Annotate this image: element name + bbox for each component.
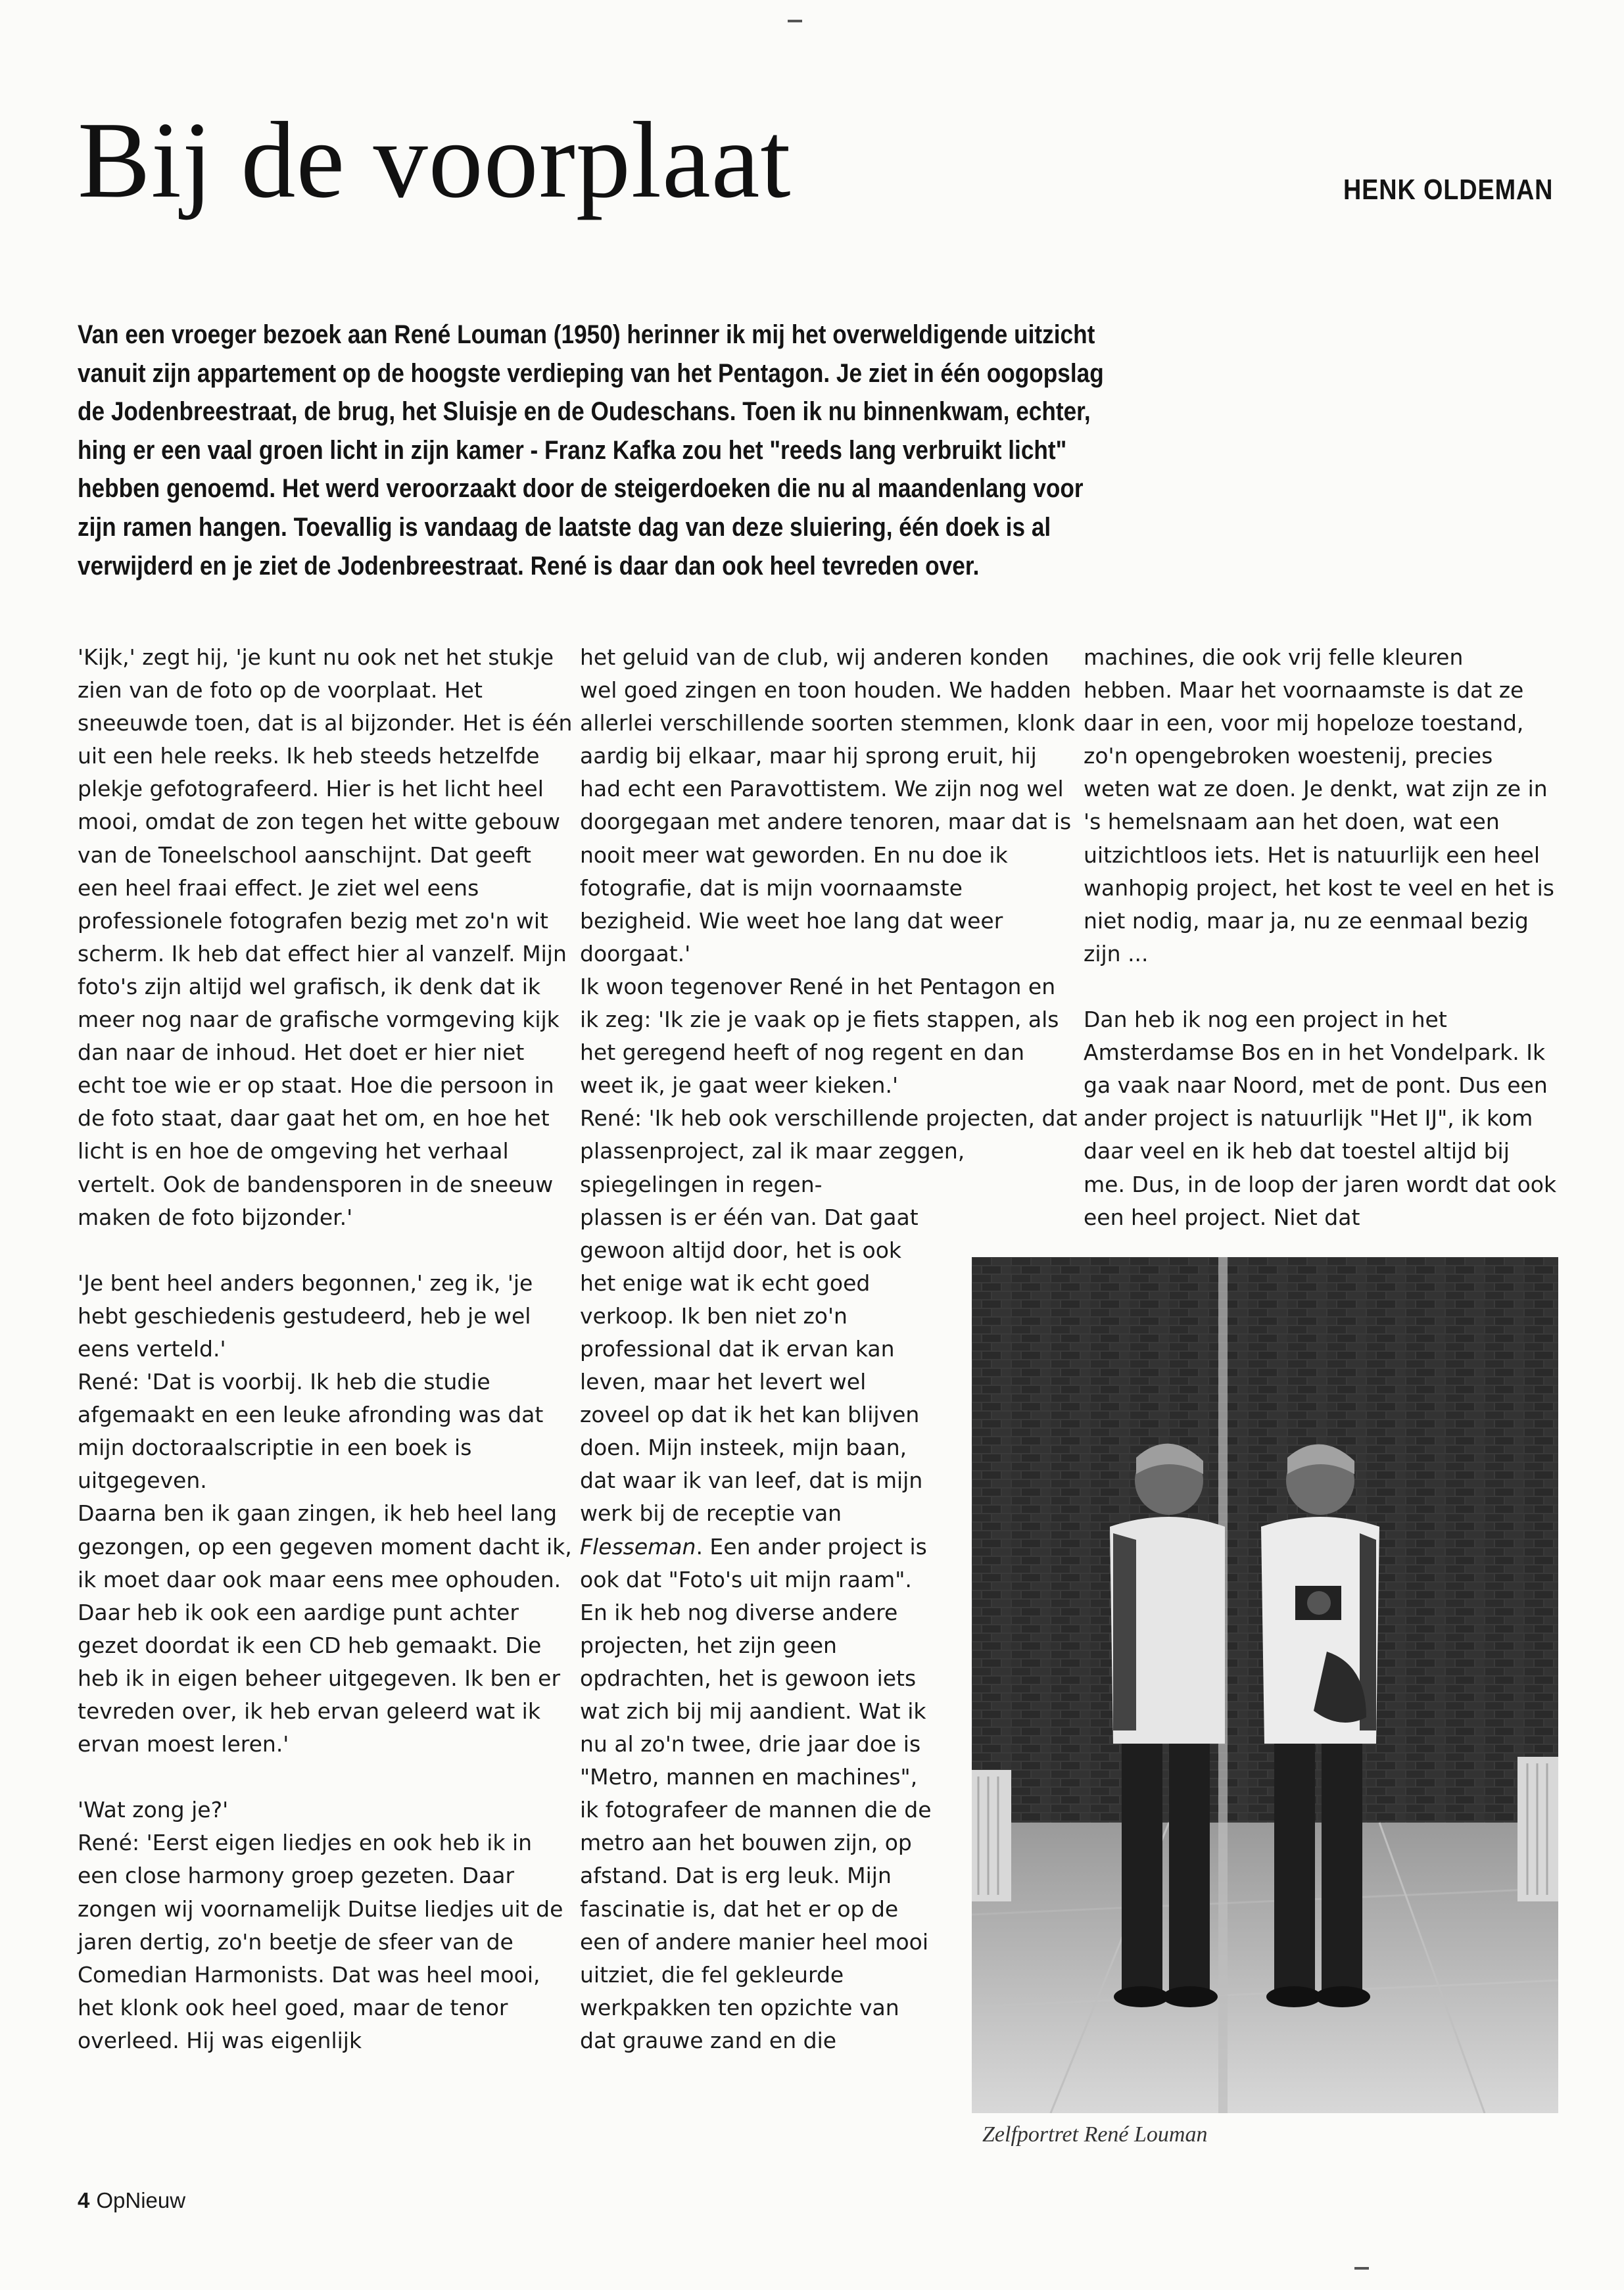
intro-text: Van een vroeger bezoek aan René Louman (1950) herinner ik mij het overweldigende uitzicht vanuit zijn appartement op de hoogste verdieping van het Pentagon. Je ziet in één oogopslag de Jodenbreestraat, de brug, het Sluisje en de Oudeschans. Toen ik nu binnenkwam, echter, hing er een vaal groen licht in zijn kamer - Franz Kafka zou het "reeds lang verbruikt licht" hebben genoemd. Het werd veroorzaakt door de steigerdoeken die nu al maandenlang voor zijn ramen hangen. Toevallig is vandaag de laatste dag van deze sluiering, één doek is al verwijderd en je ziet de Jodenbreestraat. René is daar dan ook heel tevreden over.	[78, 320, 1104, 581]
paragraph: 'Kijk,' zegt hij, 'je kunt nu ook net het stukje zien van de foto op de voorplaat. Het sneeuwde toen, dat is al bijzonder. Het is één uit een hele reeks. Ik heb steeds hetzelfde plekje gefotografeerd. Hier is het licht heel mooi, omdat de zon tegen het witte gebouw van de Toneelschool aanschijnt. Dat geeft een heel fraai effect. Je ziet wel eens professionele fotografen bezig met zo'n wit scherm. Ik heb dat effect hier al vanzelf. Mijn foto's zijn altijd wel grafisch, ik denk dat ik meer nog naar de grafische vormgeving kijk dan naar de inhoud. Het doet er hier niet echt toe wie er op staat. Hoe die persoon in de foto staat, daar gaat het om, en hoe het licht is en hoe de omgeving het verhaal vertelt. Ook de bandensporen in de sneeuw maken de foto bijzonder.'	[78, 644, 573, 1230]
paragraph: René: 'Dat is voorbij. Ik heb die studie afgemaakt en een leuke afronding was dat mijn doctoraalscriptie in een boek is uitgegeven.	[78, 1369, 544, 1494]
self-portrait-photo	[972, 1257, 1558, 2113]
paragraph-beside-photo	[580, 1201, 935, 2057]
page-number: 4	[78, 2188, 90, 2212]
paragraph: René: 'Ik heb ook verschillende projecten, dat plassenproject, zal ik maar zeggen, spiegelingen in regen-	[580, 1105, 1078, 1197]
paragraph: Dan heb ik nog een project in het Amsterdamse Bos en in het Vondelpark. Ik ga vaak naar Noord, met de pont. Dus een ander project is natuurlijk "Het IJ", ik kom daar veel en ik heb dat toestel altijd bij me. Dus, in de loop der jaren wordt dat ook een heel project. Niet dat	[1084, 1007, 1557, 1230]
paragraph: 'Wat zong je?'	[78, 1797, 229, 1823]
scan-mark	[788, 20, 802, 22]
paragraph: het geluid van de club, wij anderen konden wel goed zingen en toon houden. We hadden allerlei verschillende soorten stemmen, klonk aardig bij elkaar, maar hij sprong eruit, hij had echt een Paravottistem. We zijn nog wel doorgegaan met andere tenoren, maar dat is nooit meer wat geworden. En nu doe ik fotografie, dat is mijn voornaamste bezigheid. Wie weet hoe lang dat weer doorgaat.'	[580, 644, 1075, 966]
article-column-3	[1084, 641, 1557, 1234]
paragraph: Ik woon tegenover René in het Pentagon en ik zeg: 'Ik zie je vaak op je fiets stappen, als het geregend heeft of nog regent en dan weet ik, je gaat weer kieken.'	[580, 973, 1059, 1099]
photo-caption: Zelfportret René Louman	[982, 2122, 1208, 2147]
paragraph: Daarna ben ik gaan zingen, ik heb heel lang gezongen, op een gegeven moment dacht ik, ik moet daar ook maar eens mee ophouden. Daar heb ik ook een aardige punt achter gezet doordat ik een CD heb gemaakt. Die heb ik in eigen beheer uitgegeven. Ik ben er tevreden over, ik heb ervan geleerd wat ik ervan moest leren.'	[78, 1500, 572, 1757]
page-footer	[78, 2188, 185, 2213]
article-column-1	[78, 641, 577, 2057]
magazine-name: OpNieuw	[96, 2188, 186, 2212]
paragraph: René: 'Eerst eigen liedjes en ook heb ik in een close harmony groep gezeten. Daar zongen wij voornamelijk Duitse liedjes uit de jaren dertig, zo'n beetje de sfeer van de Comedian Harmonists. Dat was heel mooi, het klonk ook heel goed, maar de tenor overleed. Hij was eigenlijk	[78, 1830, 563, 2053]
text-run: plassen is er één van. Dat gaat gewoon altijd door, het is ook het enige wat ik echt goed verkoop. Ik ben niet zo'n professional dat ik ervan kan leven, maar het levert wel zoveel op dat ik het kan blijven doen. Mijn insteek, mijn baan, dat waar ik van leef, dat is mijn werk bij de receptie van	[580, 1204, 923, 1527]
company-name: Flesseman	[580, 1533, 696, 1560]
intro-paragraph	[78, 316, 1107, 585]
author-name: HENK OLDEMAN	[1343, 174, 1553, 206]
paragraph: 'Je bent heel anders begonnen,' zeg ik, 'je hebt geschiedenis gestudeerd, heb je wel eens verteld.'	[78, 1270, 533, 1362]
photo-illustration	[972, 1257, 1558, 2113]
text-run: . Een ander project is ook dat "Foto's uit mijn raam". En ik heb nog diverse andere projecten, het zijn geen opdrachten, het is gewoon iets wat zich bij mij aandient. Wat ik nu al zo'n twee, drie jaar doe is "Metro, mannen en machines", ik fotografeer de mannen die de metro aan het bouwen zijn, op afstand. Dat is erg leuk. Mijn fascinatie is, dat het er op de een of andere manier heel mooi uitziet, die fel gekleurde werkpakken ten opzichte van dat grauwe zand en die	[580, 1533, 932, 2053]
paragraph: machines, die ook vrij felle kleuren hebben. Maar het voornaamste is dat ze daar in een, voor mij hopeloze toestand, zo'n opengebroken woestenij, precies weten wat ze doen. Je denkt, wat zijn ze in 's hemelsnaam aan het doen, wat een uitzichtloos iets. Het is natuurlijk een heel wanhopig project, het kost te veel en het is niet nodig, maar ja, nu ze eenmaal bezig zijn ...	[1084, 644, 1554, 966]
page-title: Bij de voorplaat	[78, 99, 792, 220]
scan-mark	[1354, 2267, 1369, 2270]
